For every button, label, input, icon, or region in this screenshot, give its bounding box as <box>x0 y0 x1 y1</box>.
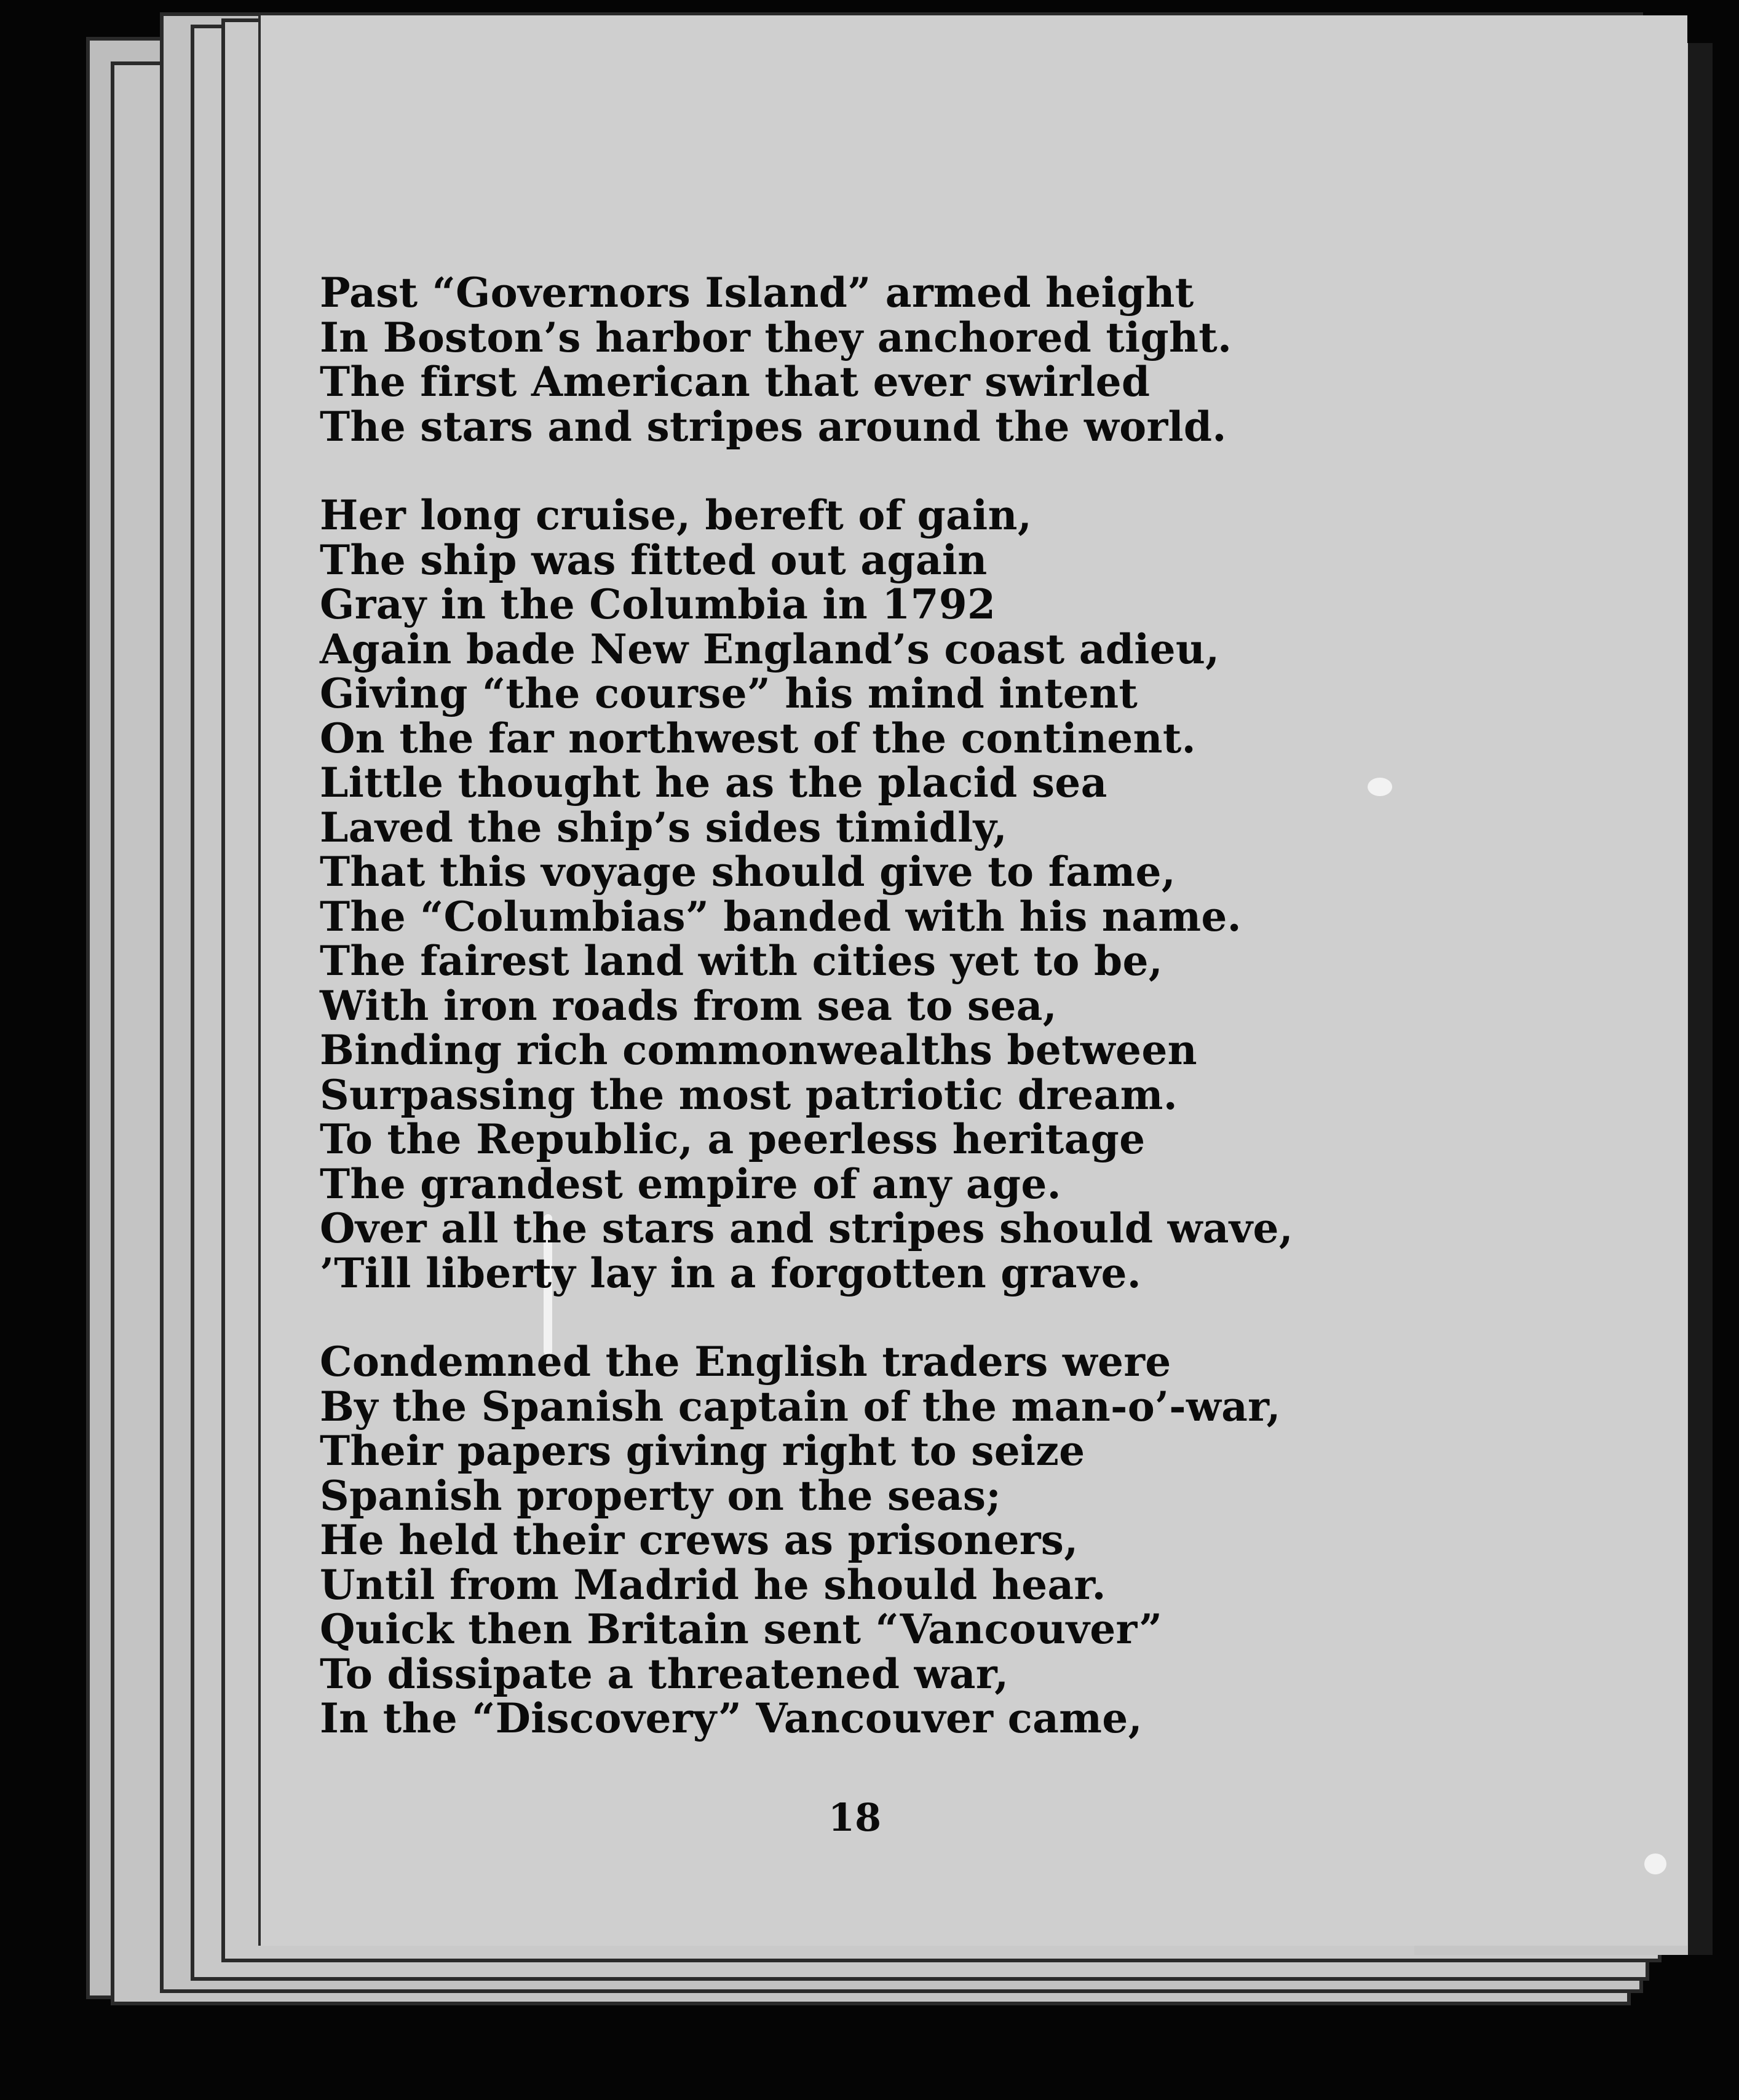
poem-line: The fairest land with cities yet to be, <box>320 937 1163 985</box>
poem-line: The grandest empire of any age. <box>320 1159 1061 1208</box>
poem-line: ’Till liberty lay in a forgotten grave. <box>320 1249 1142 1297</box>
poem-line: In the “Discovery” Vancouver came, <box>320 1694 1143 1742</box>
poem-line: Giving “the course” his mind intent <box>320 669 1138 717</box>
poem-line: The ship was fitted out again <box>320 535 988 584</box>
poem-line: Again bade New England’s coast adieu, <box>320 625 1220 673</box>
poem-line: Laved the ship’s sides timidly, <box>320 803 1008 851</box>
poem-line: Surpassing the most patriotic dream. <box>320 1070 1178 1119</box>
poem-line: In Boston’s harbor they anchored tight. <box>320 313 1232 361</box>
poem-line: To dissipate a threatened war, <box>320 1649 1009 1698</box>
stanza <box>320 270 1500 449</box>
poem-line: The “Columbias” banded with his name. <box>320 892 1242 941</box>
poem-line: Over all the stars and stripes should wave, <box>320 1204 1294 1252</box>
poem-line: That this voyage should give to fame, <box>320 848 1176 896</box>
poem-line: Quick then Britain sent “Vancouver” <box>320 1605 1163 1653</box>
poem-line: Until from Madrid he should hear. <box>320 1560 1106 1609</box>
poem-line: Gray in the Columbia in 1792 <box>320 580 996 628</box>
poem-line: Past “Governors Island” armed height <box>320 269 1194 317</box>
stanza <box>320 493 1500 1295</box>
poem-line: With iron roads from sea to sea, <box>320 981 1058 1030</box>
poem-text <box>320 270 1500 1785</box>
poem-line: Their papers giving right to seize <box>320 1427 1085 1475</box>
stanza <box>320 1340 1500 1741</box>
poem-line: On the far northwest of the continent. <box>320 714 1196 762</box>
poem-line: Spanish property on the seas; <box>320 1471 1001 1520</box>
poem-line: Condemned the English traders were <box>320 1338 1171 1386</box>
book-spine-shadow <box>1688 43 1713 1955</box>
paper-speck <box>1644 1853 1666 1874</box>
poem-line: By the Spanish captain of the man-o’-war, <box>320 1382 1281 1431</box>
poem-line: Binding rich commonwealths between <box>320 1026 1197 1074</box>
page-number: 18 <box>828 1795 882 1840</box>
poem-line: The stars and stripes around the world. <box>320 402 1227 451</box>
poem-line: He held their crews as prisoners, <box>320 1516 1079 1564</box>
poem-line: Little thought he as the placid sea <box>320 759 1107 807</box>
poem-line: Her long cruise, bereft of gain, <box>320 491 1032 539</box>
poem-line: To the Republic, a peerless heritage <box>320 1115 1146 1163</box>
poem-line: The first American that ever swirled <box>320 358 1151 406</box>
